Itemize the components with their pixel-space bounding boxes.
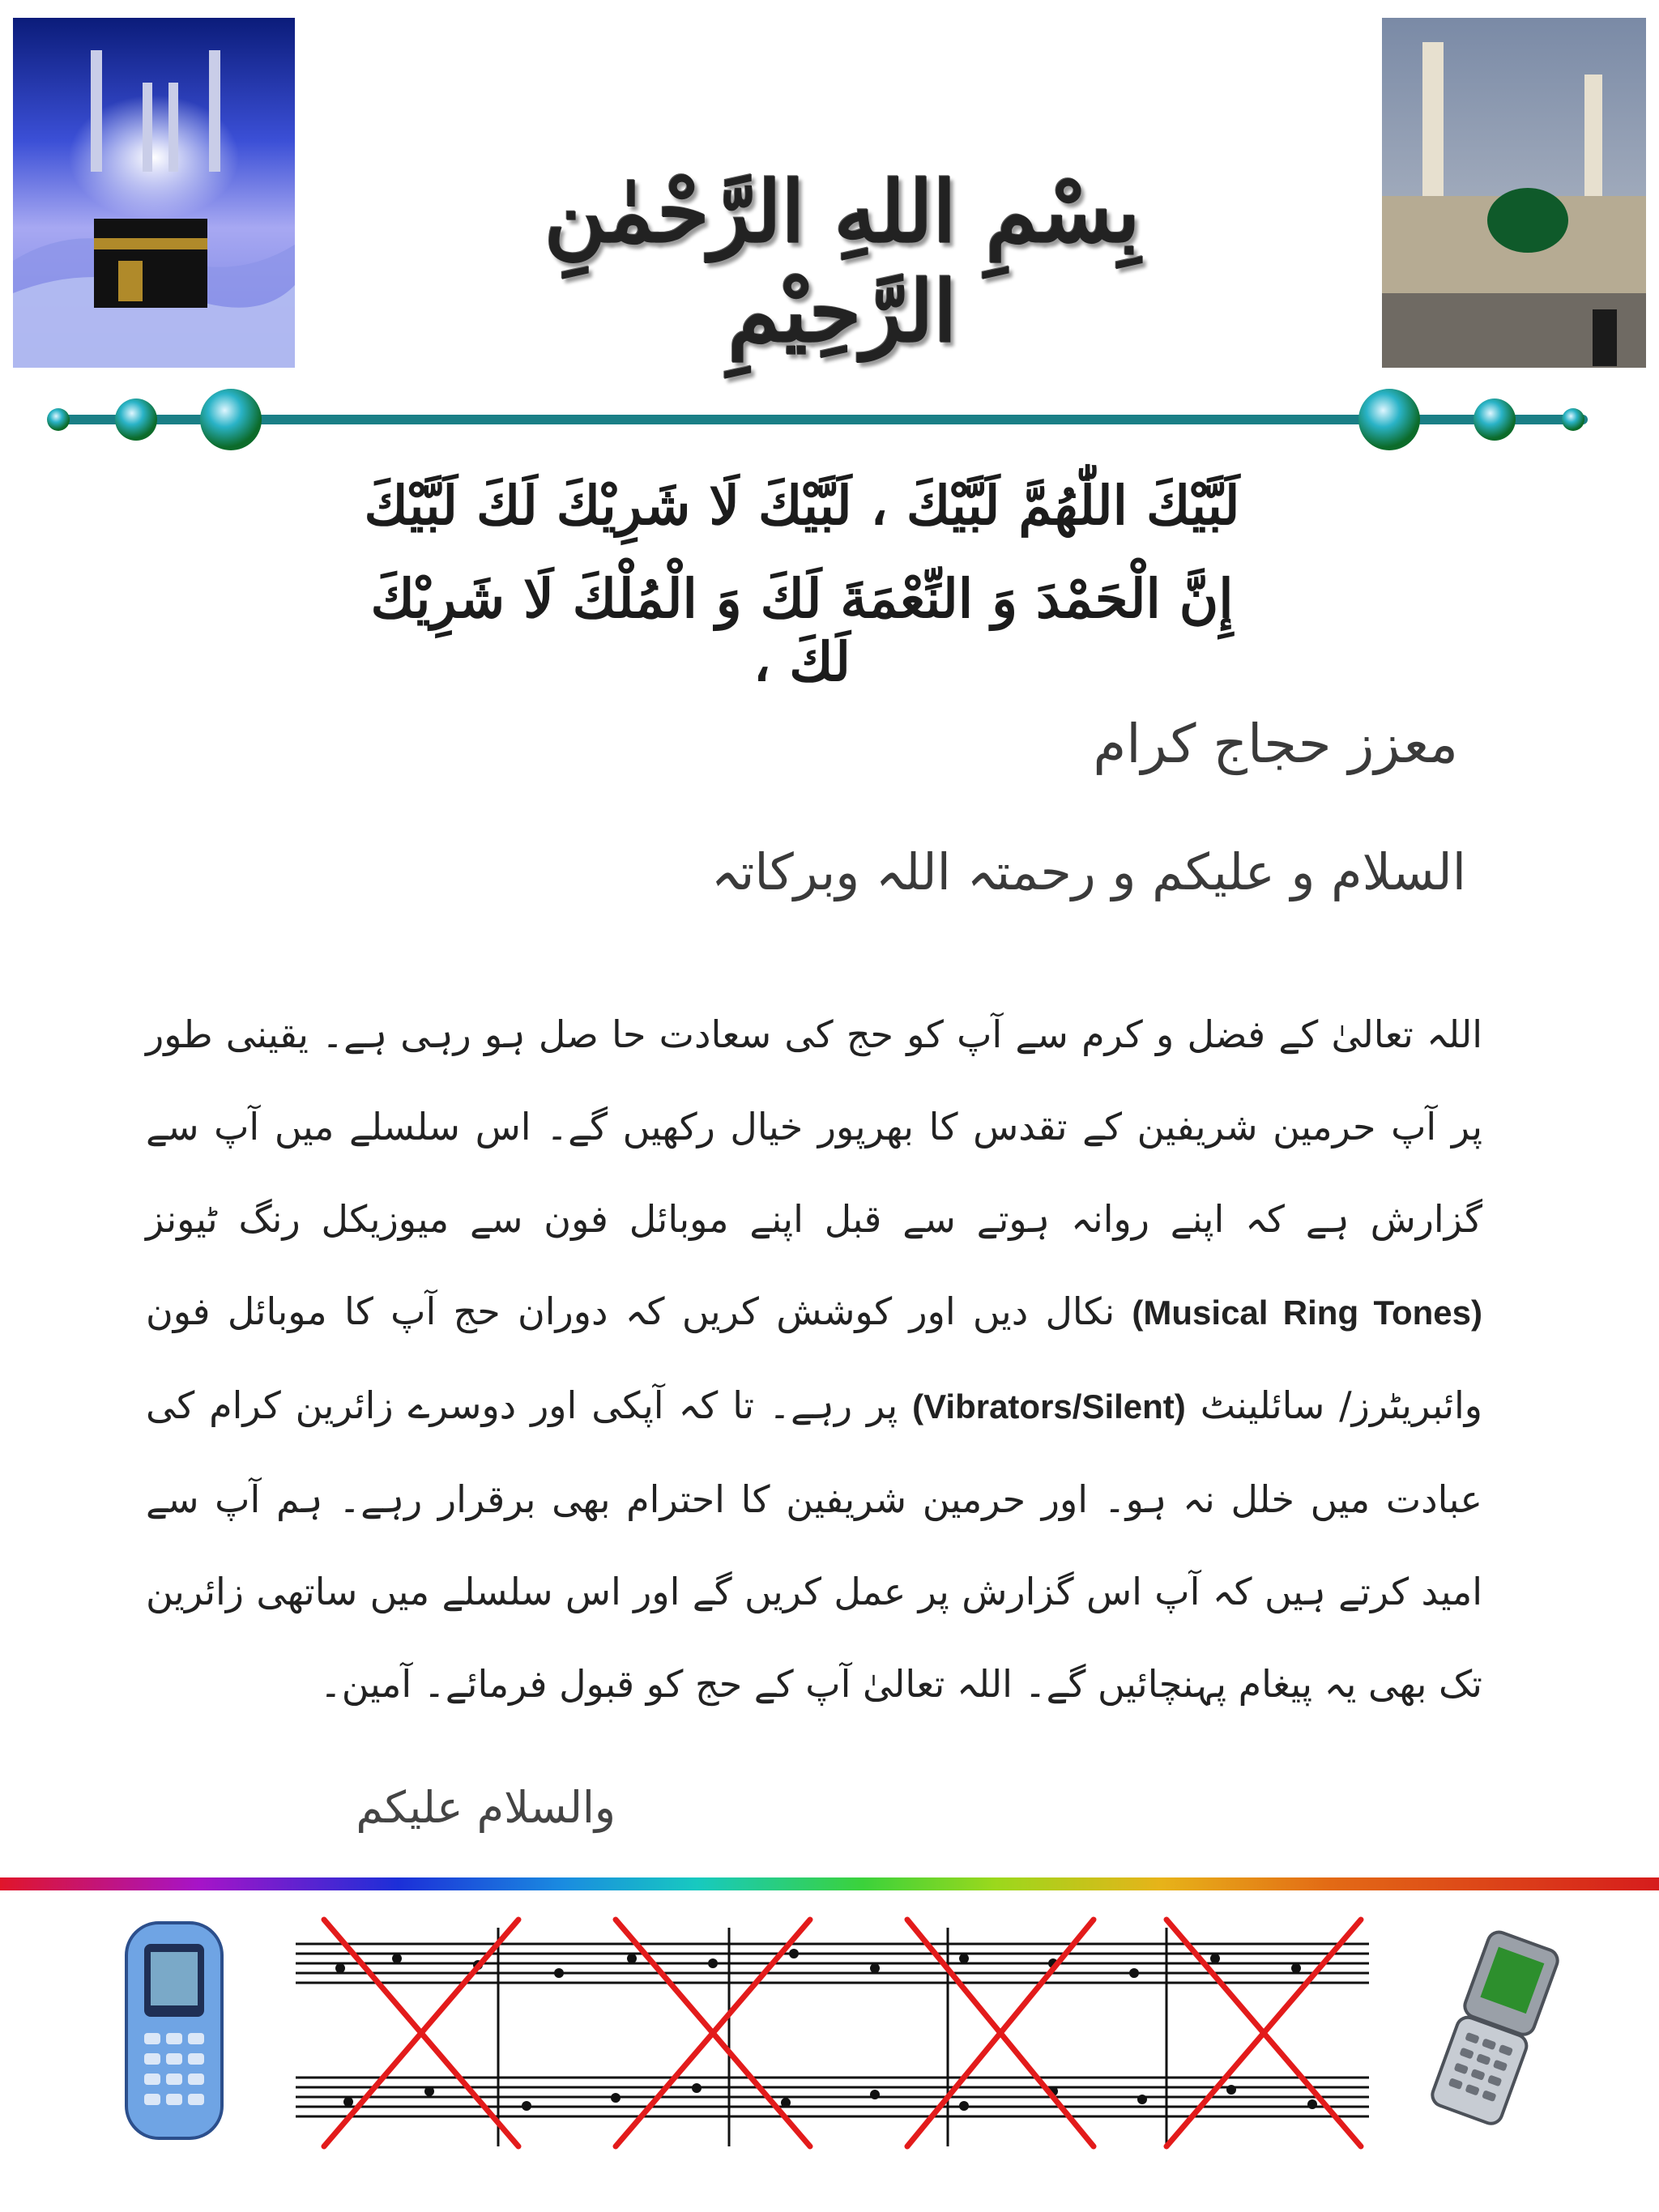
english-term-silent: (Vibrators/Silent) — [912, 1387, 1186, 1426]
rainbow-divider — [0, 1877, 1659, 1890]
body-text-part-3: پر رہے۔ تا کہ آپکی اور دوسرے زائرین کرام کی عبادت میں خلل نہ ہو۔ اور حرمین شریفین کا احترام بھی برقرار رہے۔ ہم آپ سے امید کرتے ہیں کہ آپ اس گزارش پر عمل کریں گے اور اس سلسلے میں ساتھی زائرین تک بھی یہ پیغام پہنچائیں گے۔ اللہ تعالیٰ آپ کے حج کو قبول فرمائے۔ آمین۔ — [146, 1383, 1482, 1706]
bismillah-calligraphy: بِسْمِ اللهِ الرَّحْمٰنِ الرَّحِيْمِ — [544, 162, 1141, 361]
kaaba-image — [13, 18, 295, 368]
greeting: السلام و علیکم و رحمتہ اللہ وبرکاتہ — [710, 842, 1466, 901]
ornamental-divider — [41, 381, 1596, 462]
body-text-part-1: اللہ تعالیٰ کے فضل و کرم سے آپ کو حج کی سعادت حا صل ہو رہی ہے۔ یقینی طور پر آپ حرمین شریفین کے تقدس کا بھرپور خیال رکھیں گے۔ اس سلسلے میں آپ سے گزارش ہے کہ اپنے روانہ ہوتے سے قبل اپنے موبائل فون سے میوزیکل رنگ ٹیونز — [146, 1012, 1482, 1241]
flip-phone-icon — [1426, 1928, 1563, 2130]
closing: والسلام علیکم — [356, 1782, 616, 1833]
salutation: معزز حجاج کرام — [1093, 713, 1458, 775]
english-term-ringtones: (Musical Ring Tones) — [1132, 1294, 1482, 1332]
talbiyah-line-2: إِنَّ الْحَمْدَ وَ النِّعْمَةَ لَكَ وَ الْمُلْكَ لَا شَرِيْكَ لَكَ ، — [370, 567, 1234, 693]
body-text-part-2: نکال دیں اور کوشش کریں کہ دوران حج آپ کا موبائل فون وائبریٹرز/ سائلینٹ — [146, 1289, 1483, 1427]
mobile-phone-icon — [122, 1920, 227, 2142]
masjid-nabawi-image — [1382, 18, 1646, 368]
crossed-music-notes — [292, 1912, 1377, 2154]
talbiyah-line-1: لَبَّيْكَ اللّٰهُمَّ لَبَّيْكَ ، لَبَّيْكَ لَا شَرِيْكَ لَكَ لَبَّيْكَ — [364, 474, 1240, 537]
letter-body — [146, 988, 1482, 1730]
